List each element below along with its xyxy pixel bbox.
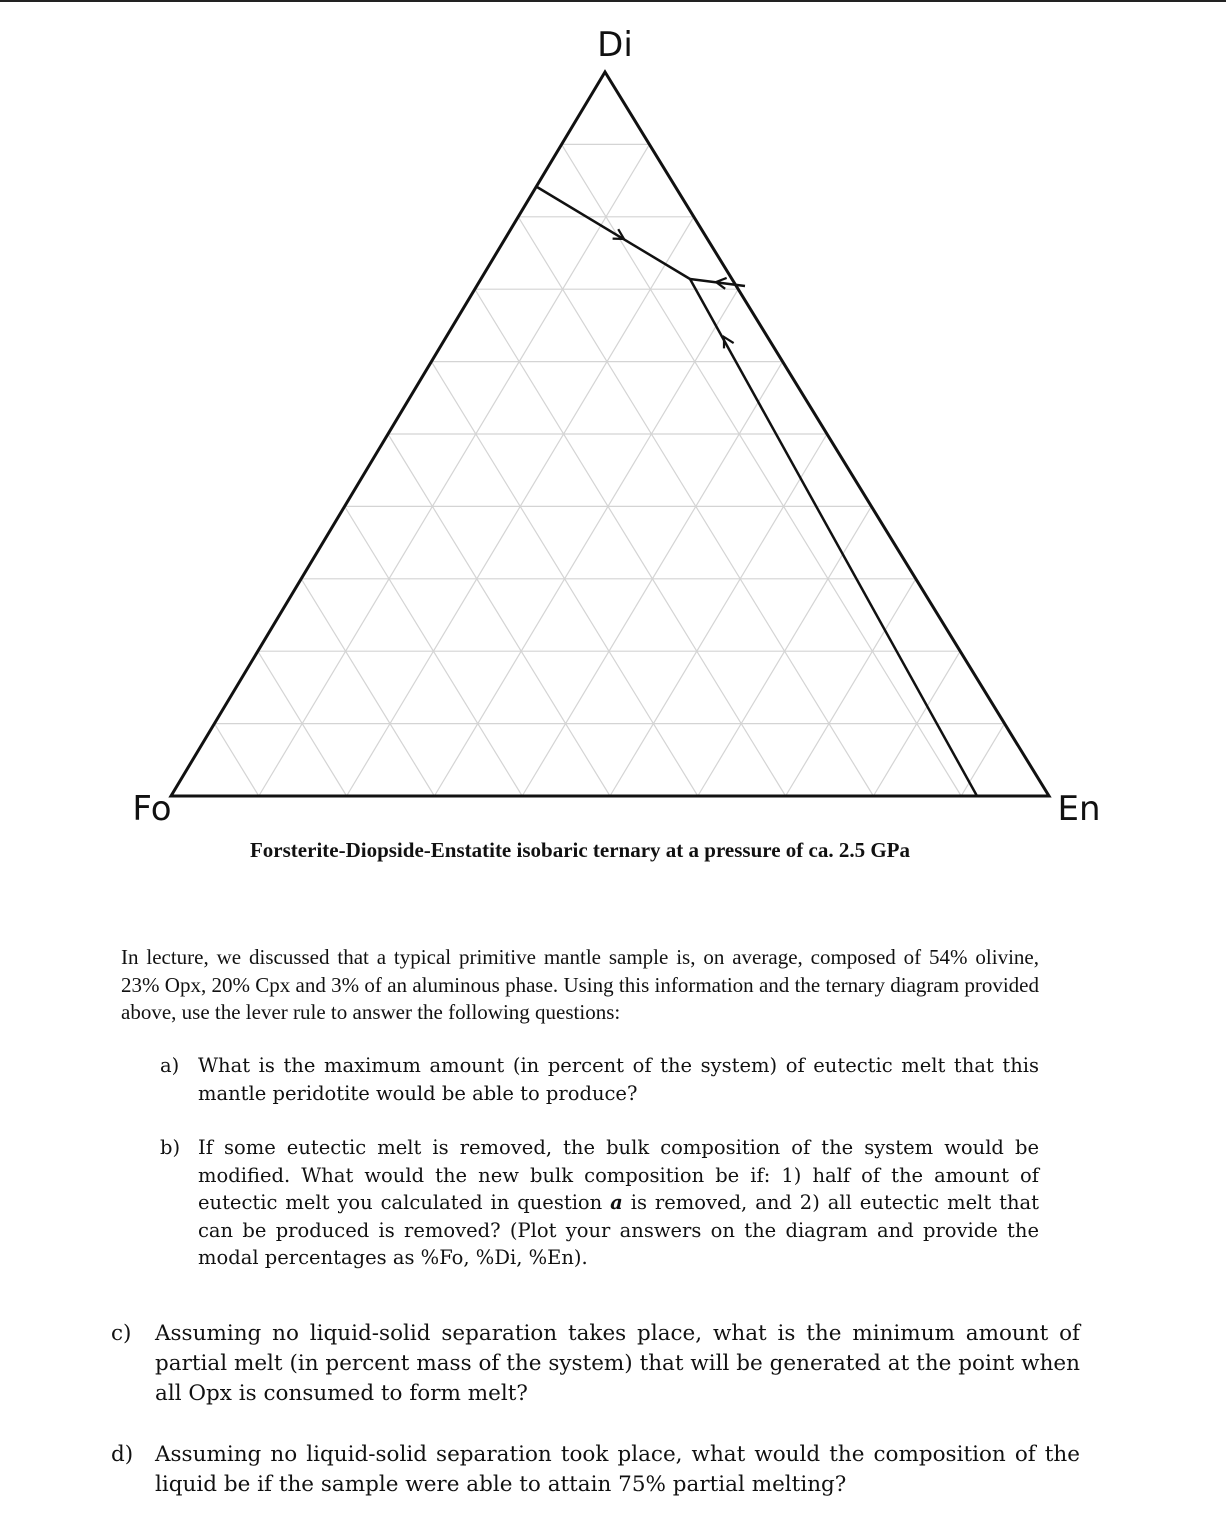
question-d-text: Assuming no liquid-solid separation took place, what would the composition of the liquid be if the sample were able to attain 75% partial melting? <box>155 1442 1080 1497</box>
gridline-fo <box>610 434 827 796</box>
ternary-grid <box>214 144 1004 796</box>
cotectic-boundary-en-di <box>690 279 977 796</box>
question-a <box>160 1052 1039 1107</box>
question-c <box>111 1319 1080 1409</box>
question-b-text-start: If some eutectic melt is removed, the bulk composition of the system would be modified. What would the new bulk composition be if: 1) half of the amount of eutectic melt you calculated in question <box>198 1136 1039 1214</box>
apex-label-en: En <box>1057 789 1101 829</box>
gridline-en <box>214 724 258 796</box>
question-b <box>160 1134 1039 1272</box>
gridline-fo <box>434 289 738 796</box>
question-d-label: d) <box>111 1442 134 1467</box>
apex-label-di: Di <box>597 25 633 65</box>
cotectic-boundary-fo-di <box>537 187 690 279</box>
diagram-caption: Forsterite-Diopside-Enstatite isobaric ternary at a pressure of ca. 2.5 GPa <box>249 838 910 862</box>
question-d <box>111 1440 1080 1500</box>
question-b-label: b) <box>160 1136 181 1159</box>
gridline-fo <box>786 579 916 796</box>
question-b-text-end: is removed, and 2) all eutectic melt that can be produced is removed? (Plot your answers on the diagram and provide the modal percentages as %Fo, %Di, %En). <box>198 1191 1039 1269</box>
gridline-fo <box>961 724 1004 796</box>
question-b-reference: a <box>610 1191 623 1214</box>
question-a-label: a) <box>160 1054 180 1077</box>
gridline-en <box>388 434 610 796</box>
question-c-text: Assuming no liquid-solid separation takes place, what is the minimum amount of partial melt (in percent mass of the system) that will be generated at the point when all Opx is consumed to form melt? <box>155 1321 1080 1406</box>
gridline-en <box>562 144 962 796</box>
intro-paragraph: In lecture, we discussed that a typical primitive mantle sample is, on average, composed of 54% olivine, 23% Opx, 20% Cpx and 3% of an aluminous phase. Using this information and the ternary diagram provided above, use the lever rule to answer the following questions: <box>121 945 1039 1024</box>
question-a-text: What is the maximum amount (in percent of the system) of eutectic melt that this mantle peridotite would be able to produce? <box>198 1054 1039 1105</box>
question-c-label: c) <box>111 1321 132 1346</box>
gridline-fo <box>259 144 650 796</box>
apex-label-fo: Fo <box>132 789 172 829</box>
gridline-en <box>301 579 434 796</box>
